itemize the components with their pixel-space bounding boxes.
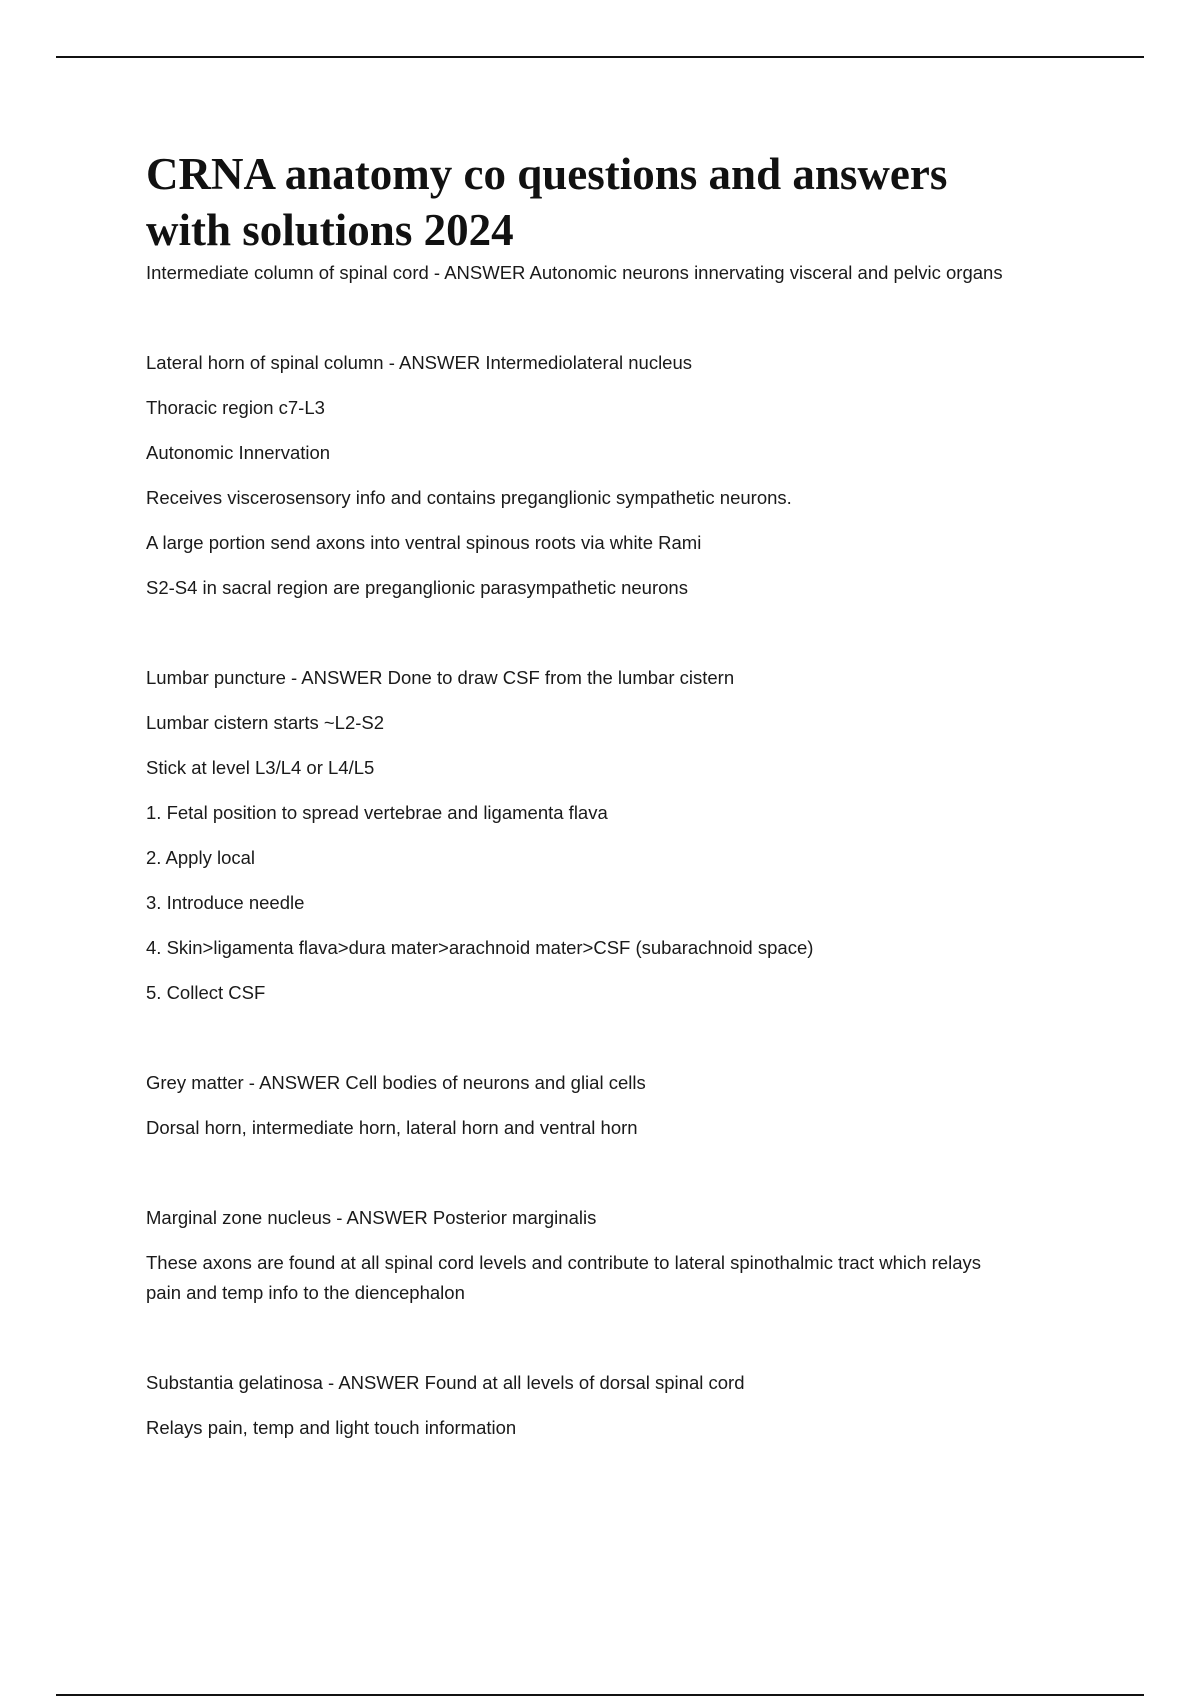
qa-line: Stick at level L3/L4 or L4/L5 (146, 757, 375, 778)
qa-line: A large portion send axons into ventral spinous roots via white Rami (146, 532, 702, 553)
qa-entry (146, 1368, 1106, 1443)
qa-entry (146, 1068, 1106, 1143)
qa-line: Grey matter - ANSWER Cell bodies of neurons and glial cells (146, 1072, 646, 1093)
qa-line: Intermediate column of spinal cord - ANSWER Autonomic neurons innervating visceral and pelvic organs (146, 262, 1003, 283)
qa-line: 5. Collect CSF (146, 982, 266, 1003)
qa-line: Autonomic Innervation (146, 442, 331, 463)
qa-line: Dorsal horn, intermediate horn, lateral horn and ventral horn (146, 1117, 638, 1138)
bottom-divider (56, 1694, 1144, 1696)
qa-line: Lateral horn of spinal column - ANSWER Intermediolateral nucleus (146, 352, 693, 373)
qa-line: S2-S4 in sacral region are preganglionic parasympathetic neurons (146, 577, 688, 598)
qa-line: Relays pain, temp and light touch information (146, 1417, 517, 1438)
qa-line: Thoracic region c7-L3 (146, 397, 325, 418)
qa-line: 2. Apply local (146, 847, 256, 868)
qa-line: 1. Fetal position to spread vertebrae and ligamenta flava (146, 802, 608, 823)
qa-line: pain and temp info to the diencephalon (146, 1282, 465, 1303)
entry-spacer (146, 1023, 1106, 1068)
qa-line: Marginal zone nucleus - ANSWER Posterior marginalis (146, 1207, 597, 1228)
qa-line: 3. Introduce needle (146, 892, 305, 913)
qa-line: Lumbar cistern starts ~L2-S2 (146, 712, 385, 733)
document-title (146, 146, 1106, 258)
entry-spacer (146, 303, 1106, 348)
entry-spacer (146, 618, 1106, 663)
qa-line: Substantia gelatinosa - ANSWER Found at all levels of dorsal spinal cord (146, 1372, 745, 1393)
qa-line: Lumbar puncture - ANSWER Done to draw CSF from the lumbar cistern (146, 667, 735, 688)
qa-entry (146, 348, 1106, 603)
entry-spacer (146, 1158, 1106, 1203)
title-line-1: CRNA anatomy co questions and answers (146, 149, 948, 199)
title-line-2: with solutions 2024 (146, 205, 514, 255)
qa-line: 4. Skin>ligamenta flava>dura mater>arachnoid mater>CSF (subarachnoid space) (146, 937, 814, 958)
entry-spacer (146, 1323, 1106, 1368)
qa-entry (146, 1203, 1106, 1308)
qa-entry (146, 258, 1106, 288)
qa-entry (146, 663, 1106, 1008)
qa-line: Receives viscerosensory info and contains preganglionic sympathetic neurons. (146, 487, 792, 508)
top-divider (56, 56, 1144, 58)
document-body (146, 146, 1106, 1458)
qa-line: These axons are found at all spinal cord levels and contribute to lateral spinothalmic tract which relays (146, 1252, 981, 1273)
